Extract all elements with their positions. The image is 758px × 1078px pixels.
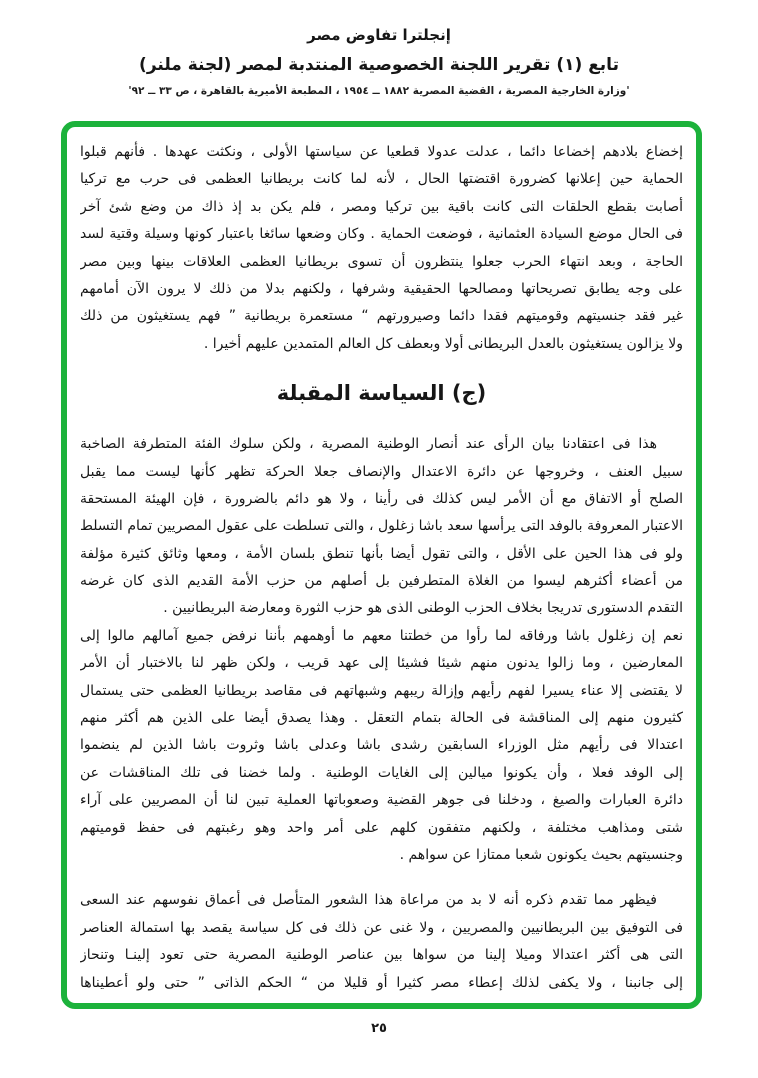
text-line: إلى جانبنا ، ولا يكفى لذلك إعطاء مصر كثيرا أو قليلا من “ الحكم الذاتى ” حتى ولو أعطيناها xyxy=(80,974,683,991)
text-line: التقدم الدستورى تدريجا بخلاف الحزب الوطنى الذى هو حزب الثورة ومعارضة البريطانيين . xyxy=(163,600,683,617)
text-line: ولا يزالون يستغيثون بالعدل البريطانى أولا وبعطف كل العالم المتمدين عليهم أخيرا . xyxy=(203,335,683,352)
source-citation: 'وزارة الخارجية المصرية ، القضية المصرية ١٨٨٢ ــ ١٩٥٤ ، المطبعة الأميرية بالقاهرة ، ص ٣٣ ــ ٩٢' xyxy=(128,85,630,97)
text-line: لا يقتضى إلا عناء يسيرا لفهم رأيهم وإزالة ريبهم وشبهاتهم فى مقاصد بريطانيا العظمى حتى يستمال xyxy=(80,682,683,699)
chapter-title: تابع (١) تقرير اللجنة الخصوصية المنتدبة لمصر (لجنة ملنر) xyxy=(139,55,619,75)
text-line: شتى ومذاهب مختلفة ، ولكنهم متفقون كلهم على أمر واحد وهو رغبتهم فى حفظ قوميتهم xyxy=(80,819,683,836)
text-line: فيظهر مما تقدم ذكره أنه لا بد من مراعاة هذا الشعور المتأصل فى أعماق نفوسهم عند السعى xyxy=(80,892,657,909)
text-line: دائرة العبارات والصيغ ، ودخلنا فى جوهر القضية وصعوباتها العملية تبين لنا أن المصريين على آراء xyxy=(80,792,683,809)
text-line: اعتدالا فى رأيهم مثل الوزراء السابقين رشدى باشا وعدلى باشا وثروت باشا الذين لم ينضموا xyxy=(80,737,683,754)
text-line: أصابت بقطع الحلقات التى كانت باقية بين تركيا ومصر ، فلم يكن بد إذ ذاك من وضع شئ آخر xyxy=(80,198,683,215)
paragraph-4 xyxy=(80,887,683,997)
text-line: فى الحال موضع السيادة العثمانية ، فوضعت الحماية . وكان وضعها سائغا باعتبار كونها وسيلة وقتية لسد xyxy=(80,226,683,243)
text-line: المعارضين ، وما زالوا يدنون منهم شيئا فشيئا إلى عهد قريب ، ولكن ظهر لنا بالاختبار أن الأمر xyxy=(80,655,683,672)
text-line: على وجه يطابق تصريحاتها ومصالحها الحقيقية وشرفها ، ولكنهم بدلا من ذلك لا يرون الآن أمامهم xyxy=(80,280,683,297)
text-line: فى التوفيق بين البريطانيين والمصريين ، ولا غنى عن ذلك فى كل سياسة يقصد بها استمالة العناصر xyxy=(80,919,683,936)
book-title: إنجلترا تفاوض مصر xyxy=(307,26,451,44)
text-line: هذا فى اعتقادنا بيان الرأى عند أنصار الوطنية المصرية ، ولكن سلوك الفئة المتطرفة الصاخبة xyxy=(80,436,657,453)
body-text xyxy=(67,127,696,1003)
text-line: من أعضاء أكثرهم ليسوا من الغلاة المتطرفين بل أصلهم من حزب الأمة القديم الذى كان غرضه xyxy=(80,573,683,590)
page-number: ٢٥ xyxy=(371,1021,387,1036)
text-line: إخضاع بلادهم إخضاعا دائما ، عدلت عدولا قطعيا عن سياستها الأولى ، ونكثت عهدها . فأنهم قبلوا xyxy=(80,144,683,160)
text-line: غير فقد جنسيتهم وقوميتهم فقدا دائما وصيرورتهم “ مستعمرة بريطانية ” فهم يستغيثون من ذلك xyxy=(80,308,683,325)
text-line: نعم إن زغلول باشا ورفاقه لما رأوا من خطتنا معهم ما أوهمهم بأننا نرفض جميع آمالهم مالوا إلى xyxy=(80,627,683,644)
paragraph-1 xyxy=(80,139,683,358)
paragraph-2 xyxy=(80,431,683,623)
text-line: الحماية حين إعلانها كضرورة اقتضتها الحال ، لأنه لما كانت بريطانيا العظمى فى حرب مع تركيا xyxy=(80,171,683,188)
text-line: سبيل العنف ، وخروجها عن دائرة الاعتدال والإنصاف جعلا الحركة تظهر كأنها ليست مما يقبل xyxy=(80,463,683,480)
text-line: الصلح أو الاتفاق مع أن الأمر ليس كذلك فى رأينا ، ولا هو دائم بالضرورة ، فإن الهيئة المستحقة xyxy=(80,490,683,507)
page-header xyxy=(0,26,758,97)
paragraph-3 xyxy=(80,623,683,870)
text-line: إلى الوفد فعلا ، وأن يكونوا ميالين إلى الغايات الوطنية . ولما خضنا فى تلك المناقشات عن xyxy=(80,764,683,781)
text-line: كثيرون منهم إلى المناقشة فى الحالة بتمام التعقل . وهذا يصدق أيضا على الذين هم أكثر منهم xyxy=(80,710,683,727)
text-line: وجنسيتهم بحيث يكونون شعبا ممتازا عن سواهم . xyxy=(399,846,683,863)
text-line: الاعتبار المعروفة بالوفد التى يرأسها سعد باشا زغلول ، والتى تسلطت على عقول المصريين تمام التسلط xyxy=(80,518,683,535)
text-line: التى هى أكثر اعتدالا وميلا إلينا من سواها بين عناصر الوطنية المصرية حتى تعود إلينـا وتنحاز xyxy=(80,947,683,964)
green-frame xyxy=(61,121,702,1009)
section-heading: (ج) السياسة المقبلة xyxy=(276,381,487,406)
text-line: ولو فى هذا الحين على الأقل ، والتى تقول أيضا بأنها تنطق بلسان الأمة ، ومعها وثائق كثيرة مؤلفة xyxy=(80,545,683,562)
text-line: الحاجة ، وبعد انتهاء الحرب جعلوا ينتظرون أن تسوى بريطانيا العظمى العلاقات بينها وبين مصر xyxy=(80,253,683,270)
